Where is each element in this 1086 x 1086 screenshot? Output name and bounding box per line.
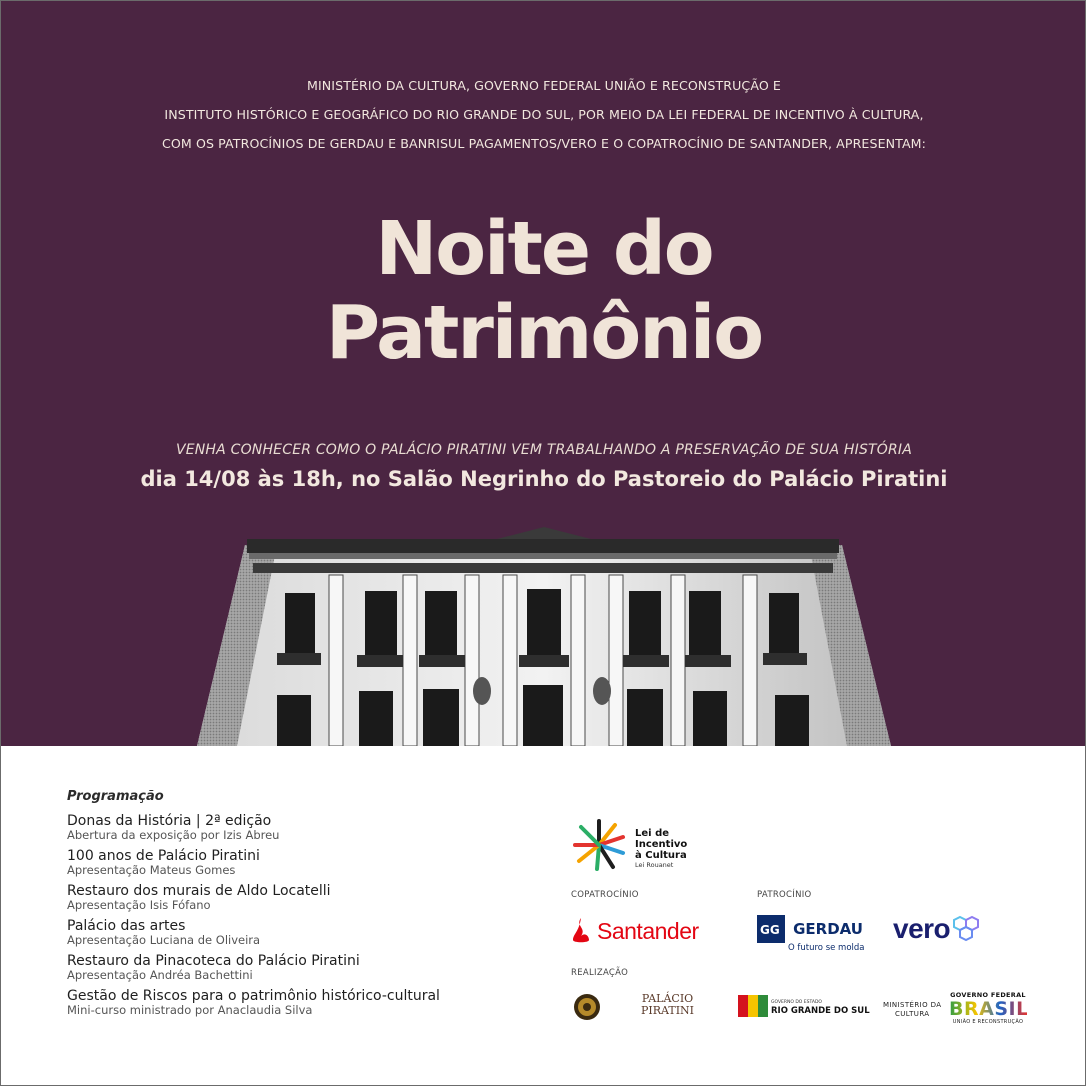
flame-icon	[571, 918, 591, 944]
patrocinio-label: PATROCÍNIO	[757, 890, 812, 900]
gerdau-slogan: O futuro se molda	[788, 943, 865, 953]
lei-line: Lei de	[635, 828, 670, 839]
program-item-detail: Apresentação Mateus Gomes	[67, 863, 236, 877]
rs-government-label: GOVERNO DO ESTADO	[771, 1000, 822, 1005]
uniao-reconstrucao-label: UNIÃO E RECONSTRUÇÃO	[952, 1019, 1024, 1025]
program-item	[67, 918, 547, 947]
program-item-name: Donas da História | 2ª edição	[67, 813, 272, 829]
program-item-name: Gestão de Riscos para o patrimônio histórico-cultural	[67, 988, 440, 1004]
gerdau-wordmark: GERDAU	[793, 920, 863, 938]
lei-line: à Cultura	[635, 850, 687, 861]
event-title	[1, 207, 1086, 375]
realizacao-label: REALIZAÇÃO	[571, 968, 629, 978]
program-item	[67, 883, 547, 912]
brasil-wordmark: BRASIL	[949, 998, 1029, 1020]
sponsor-line: INSTITUTO HISTÓRICO E GEOGRÁFICO DO RIO GRANDE DO SUL, POR MEIO DA LEI FEDERAL DE INCENTIVO À CULTURA,	[164, 107, 924, 122]
ministerio-line: MINISTÉRIO DA	[883, 1001, 942, 1009]
ministerio-line: CULTURA	[894, 1010, 930, 1018]
institute-seal-icon	[573, 993, 601, 1021]
gerdau-mark-icon	[757, 915, 785, 943]
program-item-detail: Apresentação Luciana de Oliveira	[67, 933, 261, 947]
program-item	[67, 953, 547, 982]
program-item-detail: Mini-curso ministrado por Anaclaudia Silva	[67, 1003, 313, 1017]
palacio-line: PALÁCIO	[641, 992, 694, 1005]
governo-federal-label: GOVERNO FEDERAL	[950, 991, 1026, 999]
program-item	[67, 988, 547, 1017]
lei-incentivo-text	[635, 828, 687, 861]
vero-logo	[893, 913, 982, 945]
svg-text:GG: GG	[760, 923, 780, 937]
rs-state-name: RIO GRANDE DO SUL	[771, 1006, 870, 1016]
rio-grande-do-sul-logo	[736, 991, 870, 1025]
gerdau-logo	[757, 915, 865, 953]
santander-logo	[571, 916, 699, 946]
sponsor-text	[1, 71, 1086, 158]
program-item-name: Palácio das artes	[67, 918, 186, 934]
header-panel	[1, 1, 1086, 746]
santander-wordmark: Santander	[597, 917, 699, 944]
program-section	[67, 789, 547, 1023]
date-location: dia 14/08 às 18h, no Salão Negrinho do Pastoreio do Palácio Piratini	[140, 467, 948, 491]
program-item-detail: Apresentação Isis Fófano	[67, 898, 211, 912]
rs-state-icon	[736, 991, 770, 1021]
sponsor-line: MINISTÉRIO DA CULTURA, GOVERNO FEDERAL UNIÃO E RECONSTRUÇÃO E	[306, 78, 781, 93]
title-line-1: Noite do	[375, 206, 713, 292]
copatrocinio-label: COPATROCÍNIO	[571, 890, 639, 900]
sponsor-line: COM OS PATROCÍNIOS DE GERDAU E BANRISUL PAGAMENTOS/VERO E O COPATROCÍNIO DE SANTANDER, APRESENTAM:	[161, 136, 926, 151]
lei-line: Incentivo	[635, 839, 688, 850]
palacio-piratini-logo	[641, 993, 694, 1017]
governo-federal-logo	[949, 991, 1027, 1025]
lei-incentivo-icon	[571, 817, 627, 873]
hexagon-icon	[952, 915, 982, 943]
program-item	[67, 813, 547, 842]
program-item	[67, 848, 547, 877]
tagline: VENHA CONHECER COMO O PALÁCIO PIRATINI VEM TRABALHANDO A PRESERVAÇÃO DE SUA HISTÓRIA	[175, 442, 913, 458]
palacio-line: PIRATINI	[641, 1004, 695, 1017]
title-line-2: Patrimônio	[325, 290, 763, 376]
program-item-name: Restauro dos murais de Aldo Locatelli	[67, 883, 331, 899]
ministerio-cultura-logo	[883, 1001, 941, 1019]
program-item-detail: Abertura da exposição por Izis Abreu	[67, 828, 280, 842]
lei-rouanet-label: Lei Rouanet	[635, 861, 674, 869]
program-title: Programação	[67, 789, 164, 804]
vero-wordmark: vero	[893, 913, 951, 944]
program-item-name: Restauro da Pinacoteca do Palácio Piratini	[67, 953, 360, 969]
sponsor-logos	[561, 811, 1061, 1051]
program-item-name: 100 anos de Palácio Piratini	[67, 848, 260, 864]
palace-facade-image	[197, 523, 891, 746]
program-item-detail: Apresentação Andréa Bachettini	[67, 968, 253, 982]
